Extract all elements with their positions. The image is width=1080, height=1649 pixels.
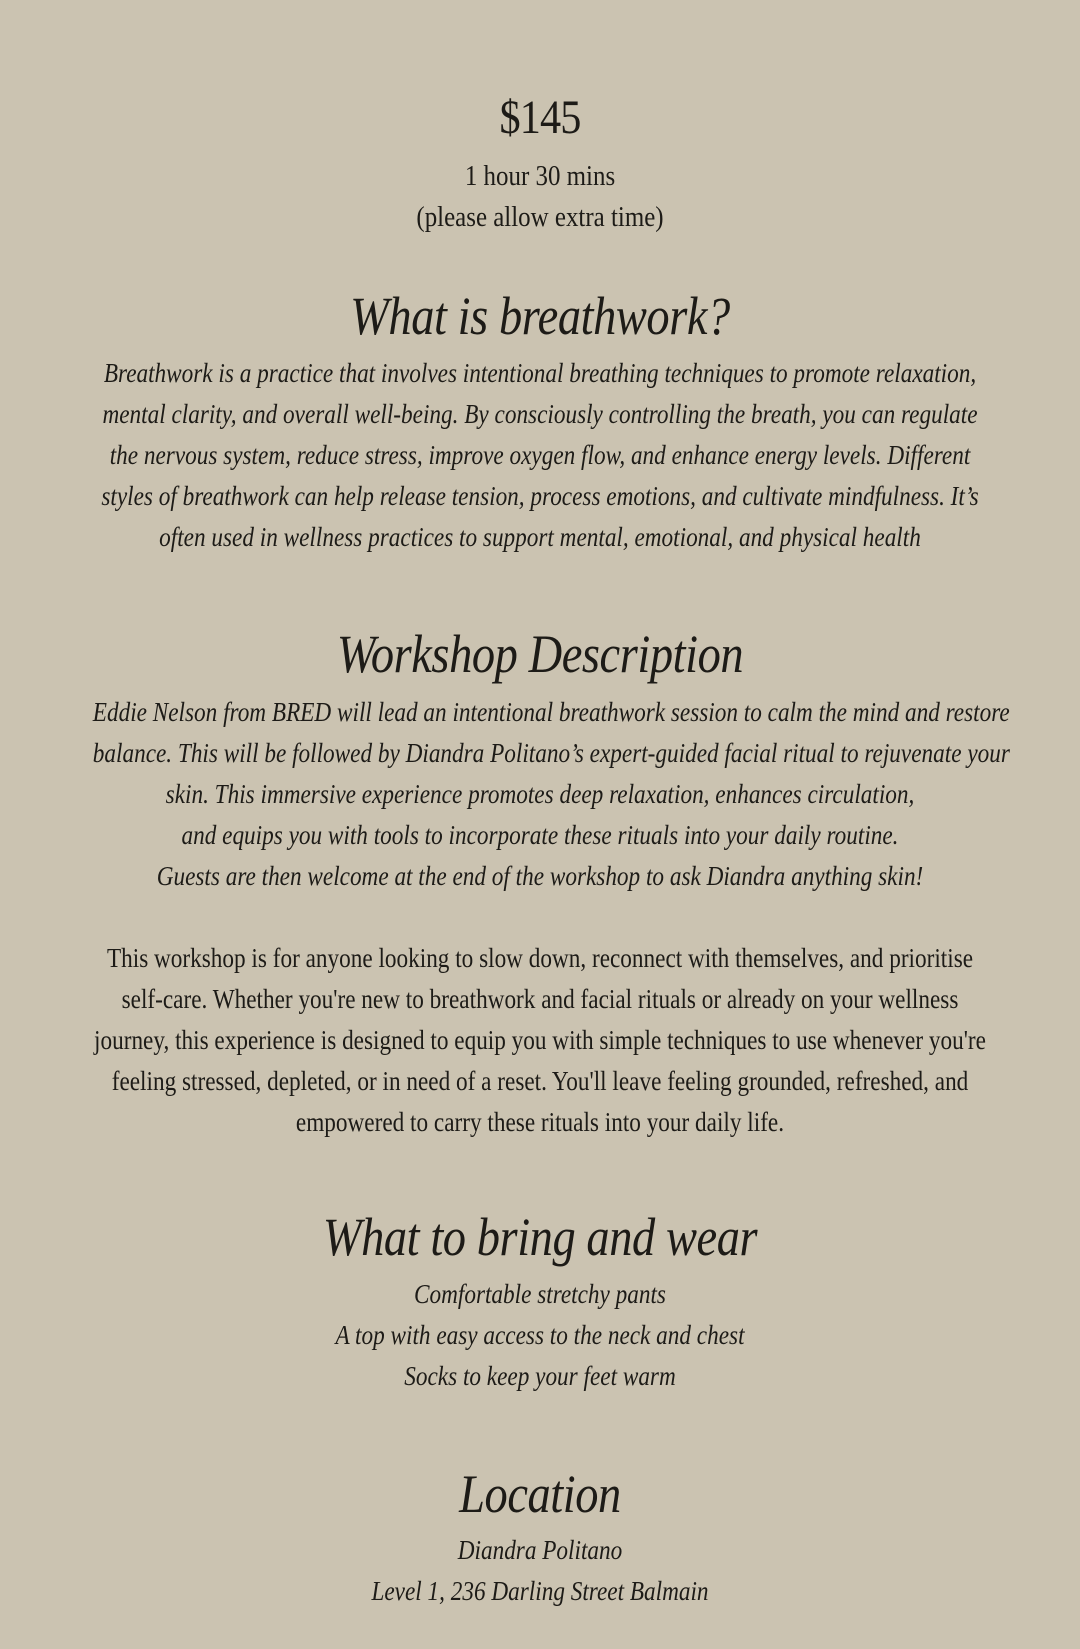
audience-line: This workshop is for anyone looking to slow down, reconnect with themselves, and prioritise <box>106 943 974 973</box>
location-details <box>20 1530 1060 1612</box>
breathwork-line: the nervous system, reduce stress, improve oxygen flow, and enhance energy levels. Different <box>109 440 971 470</box>
workshop-line: and equips you with tools to incorporate these rituals into your daily routine. <box>181 820 899 850</box>
audience-line: empowered to carry these rituals into your daily life. <box>295 1107 785 1137</box>
location-name: Diandra Politano <box>457 1535 623 1565</box>
breathwork-line: mental clarity, and overall well-being. By consciously controlling the breath, you can regulate <box>102 399 978 429</box>
list-item: A top with easy access to the neck and chest <box>335 1320 745 1350</box>
audience-line: self-care. Whether you're new to breathwork and facial rituals or already on your wellness <box>121 984 959 1014</box>
breathwork-heading: What is breathwork? <box>350 286 730 346</box>
breathwork-line: styles of breathwork can help release tension, process emotions, and cultivate mindfulness. It’s <box>101 481 979 511</box>
bring-list <box>20 1274 1060 1397</box>
duration: 1 hour 30 mins <box>464 160 616 192</box>
time-note: (please allow extra time) <box>416 201 664 233</box>
workshop-heading: Workshop Description <box>336 624 744 684</box>
workshop-line: Eddie Nelson from BRED will lead an intentional breathwork session to calm the mind and restore <box>92 697 1010 727</box>
breathwork-line: Breathwork is a practice that involves intentional breathing techniques to promote relaxation, <box>103 358 977 388</box>
workshop-audience <box>20 938 1060 1143</box>
breathwork-line: often used in wellness practices to support mental, emotional, and physical health <box>159 522 921 552</box>
audience-line: feeling stressed, depleted, or in need of a reset. You'll leave feeling grounded, refreshed, and <box>111 1066 969 1096</box>
breathwork-description <box>20 353 1060 558</box>
audience-line: journey, this experience is designed to equip you with simple techniques to use whenever you're <box>94 1025 986 1055</box>
workshop-line: skin. This immersive experience promotes deep relaxation, enhances circulation, <box>165 779 915 809</box>
bring-heading: What to bring and wear <box>322 1207 758 1267</box>
price: $145 <box>499 91 581 144</box>
workshop-line: Guests are then welcome at the end of the workshop to ask Diandra anything skin! <box>156 861 924 891</box>
list-item: Comfortable stretchy pants <box>414 1279 666 1309</box>
workshop-line: balance. This will be followed by Diandra Politano’s expert-guided facial ritual to rejuvenate your <box>92 738 1010 768</box>
list-item: Socks to keep your feet warm <box>404 1361 676 1391</box>
location-address: Level 1, 236 Darling Street Balmain <box>371 1576 709 1606</box>
workshop-description <box>20 692 1060 897</box>
location-heading: Location <box>459 1464 621 1524</box>
